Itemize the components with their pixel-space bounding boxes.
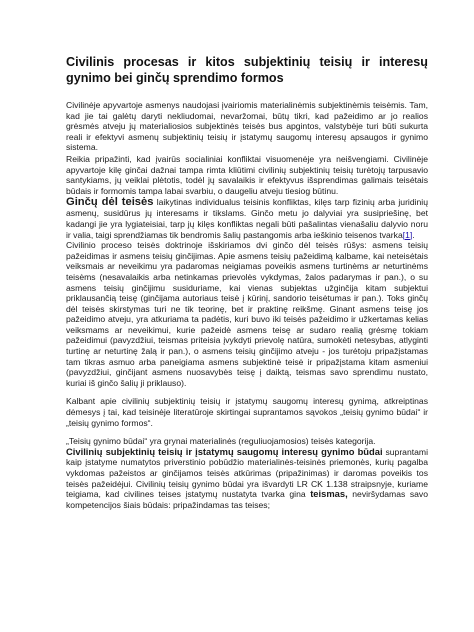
footnote-link-1[interactable]: [1]: [402, 229, 413, 240]
paragraph-7-text: suprantami kaip įstatyme numatytos priverstinio pobūdžio materialinės-teisinės priemonės, kurių pagalba vykdomas pažeistos ar ginčijamos teisės atkūrimas (pripažinimas) ir daromas poveikis tos teisės pažeidėjui. Civilinių teisių gynimo būdai yra išvardyti LR CK 1.138 straipsnyje, kuriame teigiama, kad civilines teises įstatymų nustatyta tvarka gina: [66, 446, 428, 500]
paragraph-7: [66, 447, 428, 511]
paragraph-1: Civilinėje apyvartoje asmenys naudojasi įvairiomis materialinėmis subjektinėmis teisėmis. Tam, kad jie tai galėtų daryti nekliudomai, nevaržomai, būtų tikri, kad pažeidimo ar jo realios grėsmės atveju jų materialiosios subjektinės teisės bus apgintos, valstybėje turi būti sukurta reali ir efektyvi asmenų subjektinių teisių ir įstatymų saugomų interesų apsaugos ir gynimo sistema.: [66, 100, 428, 153]
paragraph-3: [66, 196, 428, 240]
paragraph-3-text: laikytinas individualus teisinis konfliktas, kilęs tarp fizinių arba juridinių asmenų, susidūrus jų interesams ir tikslams. Ginčo metu jo dalyviai yra susipriešinę, bet kadangi jie yra lygiateisiai, tarp jų kilęs konfliktas negali būti pašalintas vienašaliu dalyvio noru ir valia, taigi sprendžiamas tik bendromis šalių pastangomis arba ieškinio teisenos tvarka: [66, 197, 428, 240]
paragraph-6: „Teisių gynimo būdai“ yra grynai materialinės (reguliuojamosios) teisės kategorija.: [66, 436, 376, 447]
paragraph-7-bold-2: teismas,: [310, 488, 348, 500]
paragraph-7-text-2: neviršydamas savo kompetencijos šiais būdais: pripažindamas tas teises;: [66, 489, 428, 510]
paragraph-5: Kalbant apie civilinių subjektinių teisių ir įstatymų saugomų interesų gynimą, atkreiptinas dėmesys į tai, kad teisinėje literatūroje skirtingai suprantamos sąvokos „teisių gynimo būdai“ ir „teisių gynimo formos“.: [66, 396, 428, 428]
paragraph-4: Civilinio proceso teisės doktrinoje išskiriamos dvi ginčo dėl teisės rūšys: asmens teisių pažeidimas ir asmens teisių ginčijimas. Apie asmens teisių pažeidimą kalbame, kai neteisėtais veiksmais ar neveikimu yra padaromas neigiamas poveikis asmens turtinėms ar neturtinėms teisėms (nesavalaikis arba netinkamas prievolės vykdymas, žalos padarymas ir pan.), o su asmens teisių ginčijimu susiduriame, kai vienas subjektas užginčija kitam subjektui priklausančią teisę (ginčijama autoriaus teisė į kūrinį, sandorio teisėtumas ir pan.). Toks ginčų dėl teisės skirstymas turi ne tik teorinę, bet ir praktinę reikšmę. Ginant asmens teisę jos pažeidimo atveju, yra atkuriama ta padėtis, kuri buvo iki teisės pažeidimo ir užkertamas kelias veiksmams ar neveikimui, kurie pažeidė asmens teisę ar sudaro realią grėsmę tokiam pažeidimui (pavyzdžiui, teismas priteisia įvykdyti prievolę natūra, sumokėti netesybas, atlyginti turtinę ar neturtinę žalą ir pan.), o asmens teisių ginčijimo atveju - jos turėtoju pripažįstamas tam tikras asmuo arba paneigiama asmens subjektinė teisė ir pripažįstama kitam asmeniui (pavyzdžiui, ginčijant asmens nuosavybės teisę į daiktą, teismas savo sprendimu nustato, kuriai iš ginčo šalių ji priklauso).: [66, 240, 428, 388]
paragraph-3-end: .: [412, 229, 415, 240]
paragraph-2: Reikia pripažinti, kad įvairūs socialiniai konfliktai visuomenėje yra neišvengiami. Civilinėje apyvartoje kilę ginčai dažnai tampa rimta kliūtimi civilinių subjektinių teisių turėtojų tarpusavio santykiams, jų veiklai plėtotis, todėl jų savalaikis ir efektyvus išsprendimas galimais teisėtais būdais ir formomis tampa labai svarbiu, o daugeliu atveju tiesiog būtinu.: [66, 153, 428, 196]
document-title: Civilinis procesas ir kitos subjektinių teisių ir interesų gynimo bei ginčų sprendimo formos: [66, 55, 428, 85]
paragraph-7-bold: Civilinių subjektinių teisių ir įstatymų saugomų interesų gynimo būdai: [66, 445, 383, 457]
section-heading-ginciu: Ginčų dėl teisės: [66, 196, 154, 209]
